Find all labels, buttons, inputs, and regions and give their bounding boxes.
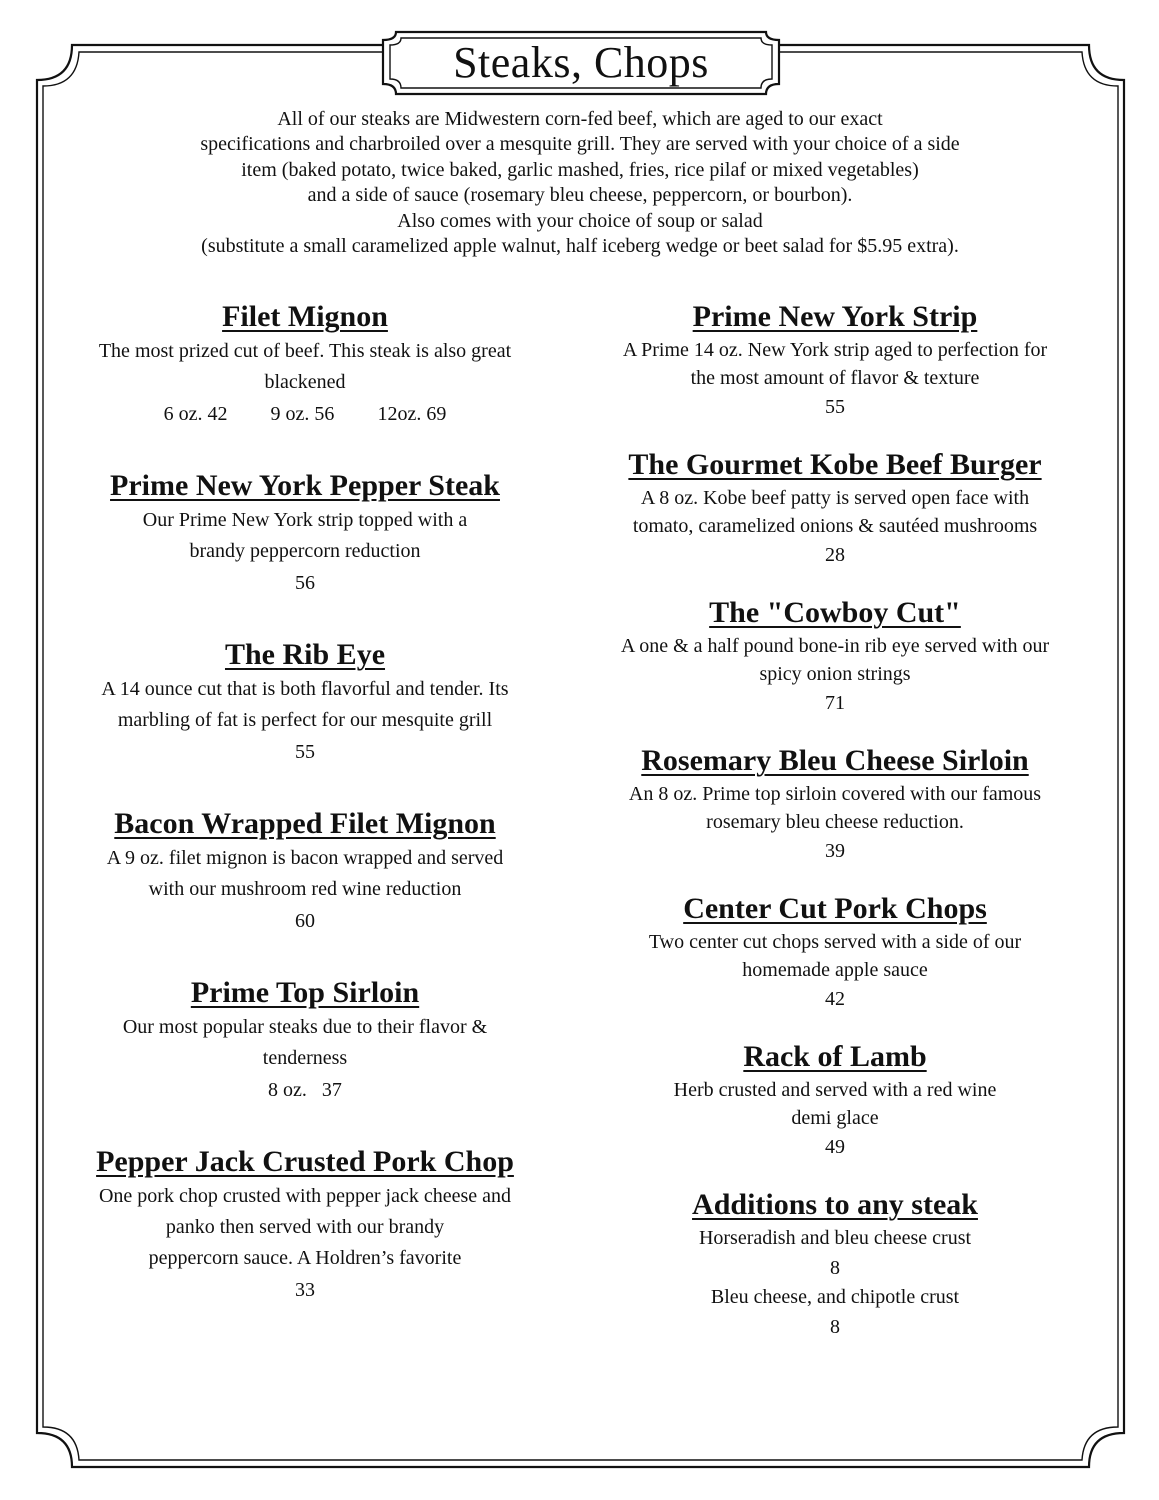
item-price: 55: [825, 396, 845, 418]
item-description: A 14 ounce cut that is both flavorful and tender. Its: [101, 678, 509, 700]
item-description: blackened: [264, 371, 346, 393]
item-description: spicy onion strings: [759, 663, 911, 685]
menu-column-left: [40, 298, 570, 1307]
menu-item-top-sirloin: [40, 974, 570, 1107]
steak-additions: [570, 1186, 1100, 1342]
item-description: peppercorn sauce. A Holdren’s favorite: [148, 1247, 462, 1269]
menu-item-kobe-burger: [570, 446, 1100, 570]
item-name: Bacon Wrapped Filet Mignon: [114, 807, 496, 840]
item-description: Herb crusted and served with a red wine: [673, 1079, 997, 1101]
item-name: The Gourmet Kobe Beef Burger: [628, 448, 1042, 481]
additions-title: Additions to any steak: [692, 1188, 978, 1221]
intro-text: [100, 107, 1060, 259]
item-description: demi glace: [791, 1107, 879, 1129]
item-price: 60: [295, 910, 315, 932]
menu-item-rack-of-lamb: [570, 1038, 1100, 1162]
menu-item-filet-mignon: [40, 298, 570, 431]
menu-item-cowboy-cut: [570, 594, 1100, 718]
item-price: 49: [825, 1136, 845, 1158]
item-price: 42: [825, 988, 845, 1010]
item-price: 39: [825, 840, 845, 862]
intro-line: and a side of sauce (rosemary bleu cheese, peppercorn, or bourbon).: [307, 184, 853, 207]
item-name: Filet Mignon: [222, 300, 388, 333]
menu-item-ny-strip: [570, 298, 1100, 422]
item-description: rosemary bleu cheese reduction.: [706, 811, 964, 833]
item-description: An 8 oz. Prime top sirloin covered with our famous: [628, 783, 1042, 805]
menu-item-pork-chops: [570, 890, 1100, 1014]
item-description: A 8 oz. Kobe beef patty is served open face with: [640, 487, 1030, 509]
intro-line: (substitute a small caramelized apple walnut, half iceberg wedge or beet salad for $5.95 extra).: [201, 235, 959, 258]
menu-item-pepper-jack-pork-chop: [40, 1143, 570, 1307]
item-price: 33: [295, 1279, 315, 1301]
price-option: 12oz. 69: [377, 403, 447, 425]
item-description: Our most popular steaks due to their flavor &: [122, 1016, 488, 1038]
item-name: Prime New York Pepper Steak: [110, 469, 500, 502]
addition-label: Bleu cheese, and chipotle crust: [710, 1286, 960, 1308]
item-description: the most amount of flavor & texture: [690, 367, 980, 389]
item-price: 56: [295, 572, 315, 594]
page-title: Steaks, Chops: [453, 38, 709, 87]
item-description: Two center cut chops served with a side of our: [648, 931, 1022, 953]
item-description: The most prized cut of beef. This steak is also great: [98, 340, 512, 362]
item-name: Rosemary Bleu Cheese Sirloin: [641, 744, 1029, 777]
item-name: Prime Top Sirloin: [190, 976, 420, 1009]
item-description: with our mushroom red wine reduction: [148, 878, 462, 900]
intro-line: item (baked potato, twice baked, garlic mashed, fries, rice pilaf or mixed vegetables): [241, 158, 919, 181]
menu-item-rosemary-sirloin: [570, 742, 1100, 866]
item-price: [40, 398, 570, 431]
item-name: Pepper Jack Crusted Pork Chop: [96, 1145, 514, 1178]
addition-label: Horseradish and bleu cheese crust: [698, 1227, 972, 1249]
title-banner: [380, 30, 782, 96]
item-description: panko then served with our brandy: [165, 1216, 445, 1238]
item-name: Prime New York Strip: [692, 300, 978, 333]
menu-column-right: [570, 298, 1100, 1342]
item-name: The "Cowboy Cut": [709, 596, 961, 629]
item-name: Center Cut Pork Chops: [683, 892, 987, 925]
price-option: 9 oz. 56: [270, 403, 335, 425]
item-name: Rack of Lamb: [743, 1040, 927, 1073]
item-price: 8 oz. 37: [268, 1079, 342, 1101]
menu-item-bacon-wrapped-filet: [40, 805, 570, 938]
intro-line: All of our steaks are Midwestern corn-fed beef, which are aged to our exact: [277, 108, 883, 130]
addition-price: 8: [830, 1315, 840, 1338]
item-description: One pork chop crusted with pepper jack cheese and: [98, 1185, 512, 1207]
addition-price: 8: [830, 1256, 840, 1279]
item-description: A Prime 14 oz. New York strip aged to perfection for: [622, 339, 1048, 361]
item-description: marbling of fat is perfect for our mesquite grill: [117, 709, 493, 731]
menu-item-pepper-steak: [40, 467, 570, 600]
item-price: 71: [825, 692, 845, 714]
item-description: Our Prime New York strip topped with a: [142, 509, 468, 531]
item-description: brandy peppercorn reduction: [189, 540, 421, 562]
item-description: homemade apple sauce: [742, 959, 928, 981]
intro-line: Also comes with your choice of soup or salad: [397, 209, 763, 232]
item-price: 28: [825, 544, 845, 566]
item-description: A 9 oz. filet mignon is bacon wrapped and served: [106, 847, 504, 869]
item-name: The Rib Eye: [224, 638, 386, 671]
price-option: 6 oz. 42: [163, 403, 228, 425]
item-description: A one & a half pound bone-in rib eye served with our: [620, 635, 1050, 657]
item-description: tomato, caramelized onions & sautéed mushrooms: [632, 515, 1038, 537]
item-description: tenderness: [262, 1047, 348, 1069]
item-price: 55: [295, 741, 315, 763]
intro-line: specifications and charbroiled over a mesquite grill. They are served with your choice of a side: [200, 133, 960, 156]
menu-item-rib-eye: [40, 636, 570, 769]
